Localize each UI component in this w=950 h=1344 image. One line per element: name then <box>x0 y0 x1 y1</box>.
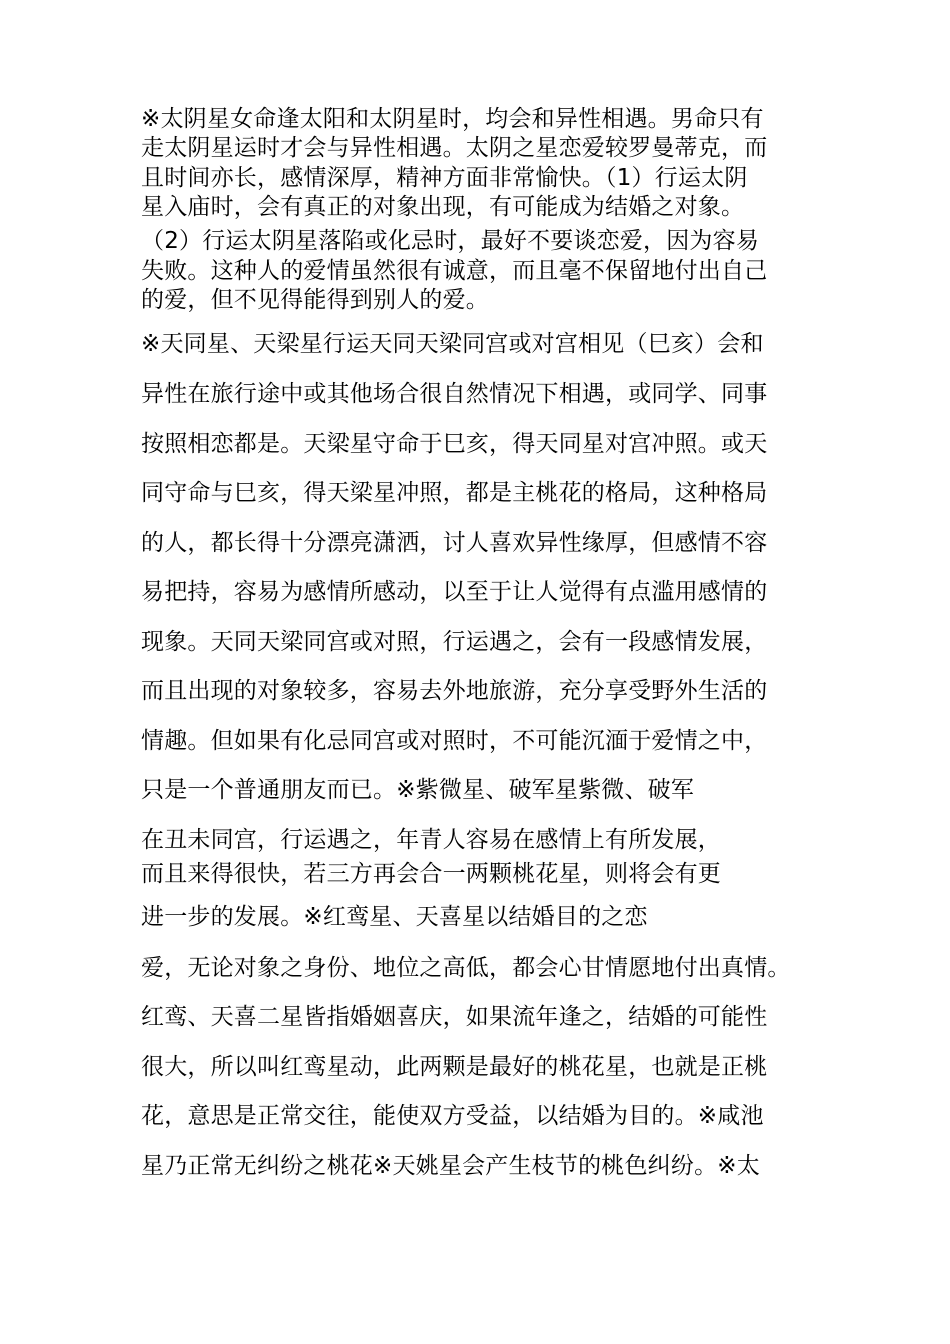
text-line: 的爱，但不见得能得到别人的爱。 <box>141 287 489 313</box>
text-line: 红鸾、天喜二星皆指婚姻喜庆，如果流年逢之，结婚的可能性 <box>141 1004 768 1030</box>
text-line: 按照相恋都是。天梁星守命于巳亥，得天同星对宫冲照。或天 <box>141 431 768 457</box>
text-line: 现象。天同天梁同宫或对照，行运遇之，会有一段感情发展， <box>141 629 768 655</box>
text-line: 星入庙时，会有真正的对象出现，有可能成为结婚之对象。 <box>141 194 745 220</box>
text-line: （2）行运太阴星落陷或化忌时，最好不要谈恋爱，因为容易 <box>141 228 760 254</box>
text-line: 星乃正常无纠纷之桃花※天姚星会产生枝节的桃色纠纷。※太 <box>141 1153 760 1179</box>
text-line: 且时间亦长，感情深厚，精神方面非常愉快。（1）行运太阴 <box>141 165 748 191</box>
text-line: 异性在旅行途中或其他场合很自然情况下相遇，或同学、同事 <box>141 381 768 407</box>
text-line: 走太阴星运时才会与异性相遇。太阴之星恋爱较罗曼蒂克，而 <box>141 135 768 161</box>
text-line: 花，意思是正常交往，能使双方受益，以结婚为目的。※咸池 <box>141 1103 764 1129</box>
text-line: ※天同星、天梁星行运天同天梁同宫或对宫相见（巳亥）会和 <box>141 331 764 357</box>
text-line: 情趣。但如果有化忌同宫或对照时，不可能沉湎于爱情之中， <box>141 728 768 754</box>
text-line: 同守命与巳亥，得天梁星冲照，都是主桃花的格局，这种格局 <box>141 480 768 506</box>
text-line: 进一步的发展。※红鸾星、天喜星以结婚目的之恋 <box>141 904 648 930</box>
text-line: 很大，所以叫红鸾星动，此两颗是最好的桃花星，也就是正桃 <box>141 1054 768 1080</box>
text-line: 而且出现的对象较多，容易去外地旅游，充分享受野外生活的 <box>141 678 768 704</box>
text-line: 失败。这种人的爱情虽然很有诚意，而且毫不保留地付出自己 <box>141 258 768 284</box>
text-line: 易把持，容易为感情所感动，以至于让人觉得有点滥用感情的 <box>141 579 768 605</box>
text-line: 在丑未同宫，行运遇之，年青人容易在感情上有所发展， <box>141 827 721 853</box>
text-line: 爱，无论对象之身份、地位之高低，都会心甘情愿地付出真情。 <box>141 955 791 981</box>
text-line: 只是一个普通朋友而已。※紫微星、破军星紫微、破军 <box>141 777 695 803</box>
text-line: 的人，都长得十分漂亮潇洒，讨人喜欢异性缘厚，但感情不容 <box>141 530 768 556</box>
text-line: 而且来得很快，若三方再会合一两颗桃花星，则将会有更 <box>141 861 721 887</box>
text-line: ※太阴星女命逢太阳和太阴星时，均会和异性相遇。男命只有 <box>141 106 764 132</box>
